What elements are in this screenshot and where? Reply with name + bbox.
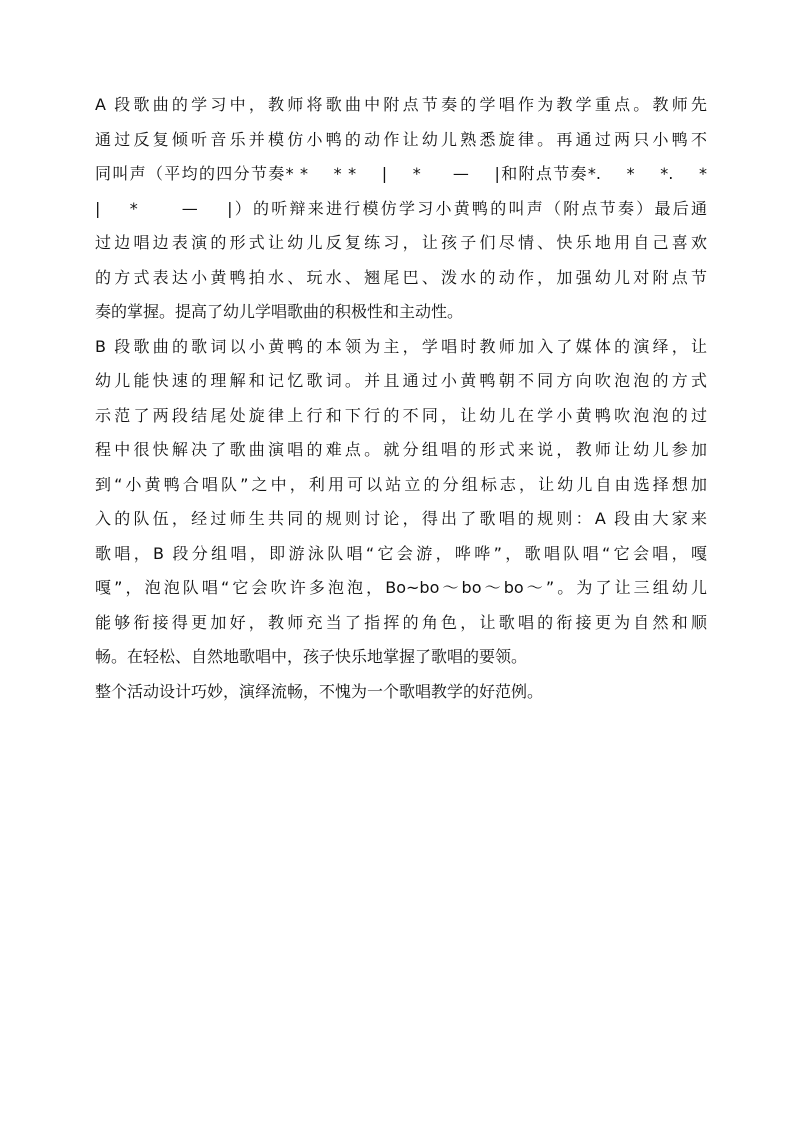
text-line: 示范了两段结尾处旋律上行和下行的不同，让幼儿在学小黄鸭吹泡泡的过 (95, 405, 707, 425)
text-line: 同叫声（平均的四分节奏* * * * | * — |和附点节奏*. * *. * (95, 164, 707, 183)
text-line: 通过反复倾听音乐并模仿小鸭的动作让幼儿熟悉旋律。再通过两只小鸭不 (95, 129, 707, 149)
text-line: | * — |）的听辩来进行模仿学习小黄鸭的叫声（附点节奏）最后通 (95, 198, 707, 218)
text-line: 的方式表达小黄鸭拍水、玩水、翘尾巴、泼水的动作，加强幼儿对附点节 (95, 267, 707, 287)
paragraph-b (95, 330, 707, 675)
text-line: 程中很快解决了歌曲演唱的难点。就分组唱的形式来说，教师让幼儿参加 (95, 440, 707, 459)
text-line: B 段歌曲的歌词以小黄鸭的本领为主，学唱时教师加入了媒体的演绎，让 (95, 336, 707, 356)
text-line: 奏的掌握。提高了幼儿学唱歌曲的积极性和主动性。 (95, 302, 464, 321)
text-line: A 段歌曲的学习中，教师将歌曲中附点节奏的学唱作为教学重点。教师先 (95, 95, 707, 114)
text-line: 歌唱，B 段分组唱，即游泳队唱“它会游，哗哗”，歌唱队唱“它会唱，嘎 (95, 543, 707, 563)
text-line: 入的队伍，经过师生共同的规则讨论，得出了歌唱的规则：A 段由大家来 (95, 509, 707, 528)
text-line: 过边唱边表演的形式让幼儿反复练习，让孩子们尽情、快乐地用自己喜欢 (95, 233, 707, 252)
paragraph-a (95, 88, 707, 330)
text-line: 畅。在轻松、自然地歌唱中，孩子快乐地掌握了歌唱的要领。 (95, 647, 528, 666)
paragraph-c (95, 675, 707, 710)
text-line: 嘎”，泡泡队唱“它会吹许多泡泡，Bo~bo～bo～bo～”。为了让三组幼儿 (95, 578, 707, 597)
text-line: 整个活动设计巧妙，演绎流畅，不愧为一个歌唱教学的好范例。 (95, 681, 544, 701)
text-line: 到“小黄鸭合唱队”之中，利用可以站立的分组标志，让幼儿自由选择想加 (95, 474, 707, 494)
text-line: 幼儿能快速的理解和记忆歌词。并且通过小黄鸭朝不同方向吹泡泡的方式 (95, 371, 707, 390)
document-body (95, 88, 707, 709)
text-line: 能够衔接得更加好，教师充当了指挥的角色，让歌唱的衔接更为自然和顺 (95, 612, 707, 632)
